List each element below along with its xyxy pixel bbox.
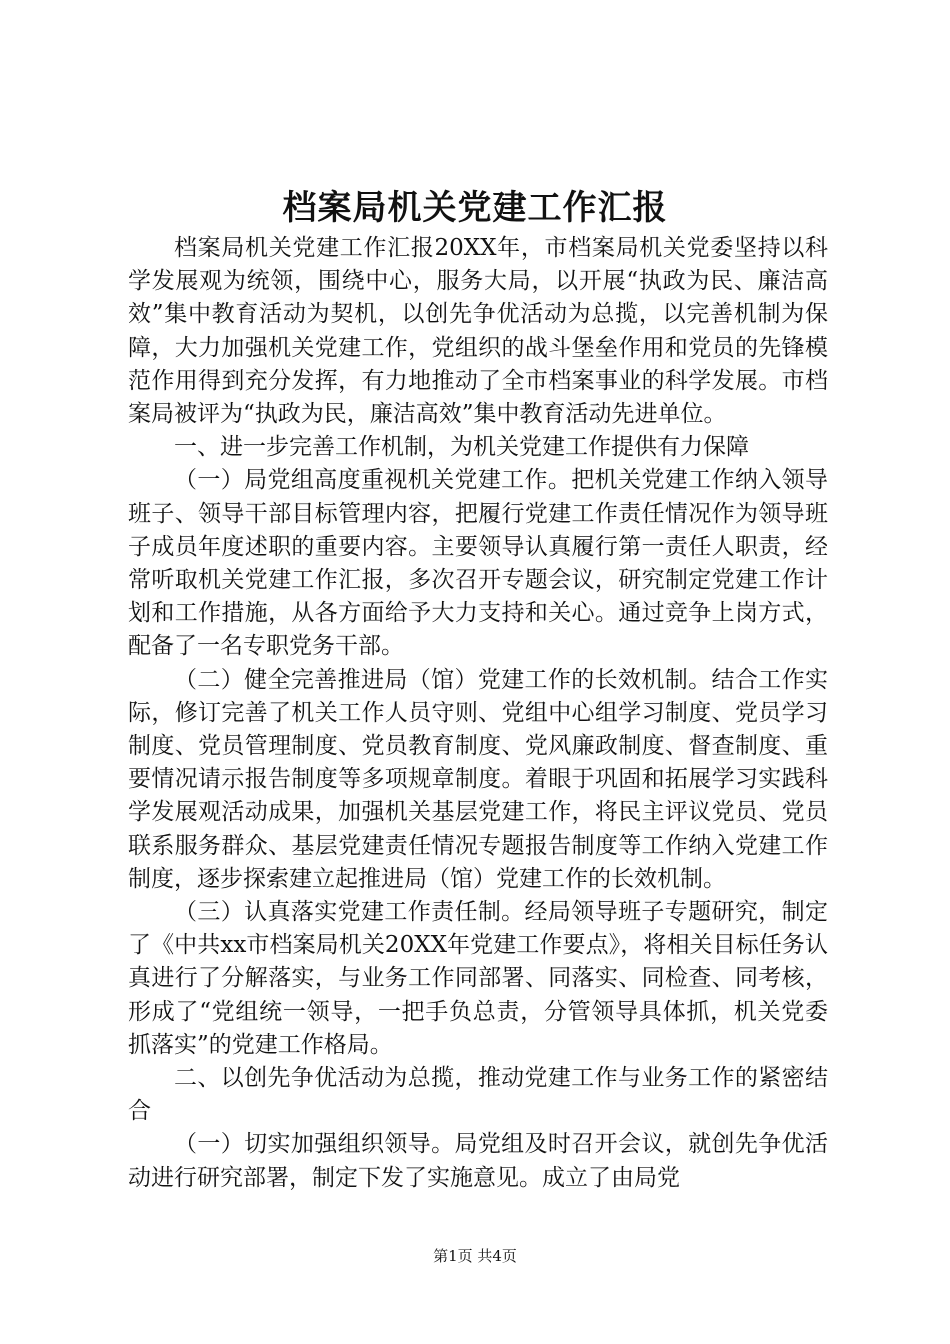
document-title: 档案局机关党建工作汇报 bbox=[282, 188, 668, 228]
paragraph-1-3: （三）认真落实党建工作责任制。经局领导班子专题研究，制定了《中共xx市档案局机关20XX年党建工作要点》，将相关目标任务认真进行了分解落实，与业务工作同部署、同落实、同检查、同考核，形成了“党组统一领导，一把手负总责，分管领导具体抓，机关党委抓落实”的党建工作格局。 bbox=[128, 899, 828, 1058]
paragraph-2-1: （一）切实加强组织领导。局党组及时召开会议，就创先争优活动进行研究部署，制定下发了实施意见。成立了由局党 bbox=[128, 1131, 828, 1191]
page-footer: 第1页 共4页 bbox=[433, 1247, 517, 1265]
section-heading-1: 一、进一步完善工作机制，为机关党建工作提供有力保障 bbox=[174, 434, 749, 461]
section-heading-2: 二、以创先争优活动为总揽，推动党建工作与业务工作的紧密结合 bbox=[128, 1065, 828, 1125]
paragraph-intro: 档案局机关党建工作汇报20XX年，市档案局机关党委坚持以科学发展观为统领，围绕中心，服务大局，以开展“执政为民、廉洁高效”集中教育活动为契机，以创先争优活动为总揽，以完善机制为保障，大力加强机关党建工作，党组织的战斗堡垒作用和党员的先锋模范作用得到充分发挥，有力地推动了全市档案事业的科学发展。市档案局被评为“执政为民，廉洁高效”集中教育活动先进单位。 bbox=[128, 235, 828, 428]
document-body bbox=[128, 232, 828, 1195]
paragraph-1-1: （一）局党组高度重视机关党建工作。把机关党建工作纳入领导班子、领导干部目标管理内容，把履行党建工作责任情况作为领导班子成员年度述职的重要内容。主要领导认真履行第一责任人职责，经常听取机关党建工作汇报，多次召开专题会议，研究制定党建工作计划和工作措施，从各方面给予大力支持和关心。通过竞争上岗方式，配备了一名专职党务干部。 bbox=[128, 467, 828, 660]
paragraph-1-2: （二）健全完善推进局（馆）党建工作的长效机制。结合工作实际，修订完善了机关工作人员守则、党组中心组学习制度、党员学习制度、党员管理制度、党员教育制度、党风廉政制度、督查制度、重要情况请示报告制度等多项规章制度。着眼于巩固和拓展学习实践科学发展观活动成果，加强机关基层党建工作，将民主评议党员、党员联系服务群众、基层党建责任情况专题报告制度等工作纳入党建工作制度，逐步探索建立起推进局（馆）党建工作的长效机制。 bbox=[128, 666, 828, 892]
